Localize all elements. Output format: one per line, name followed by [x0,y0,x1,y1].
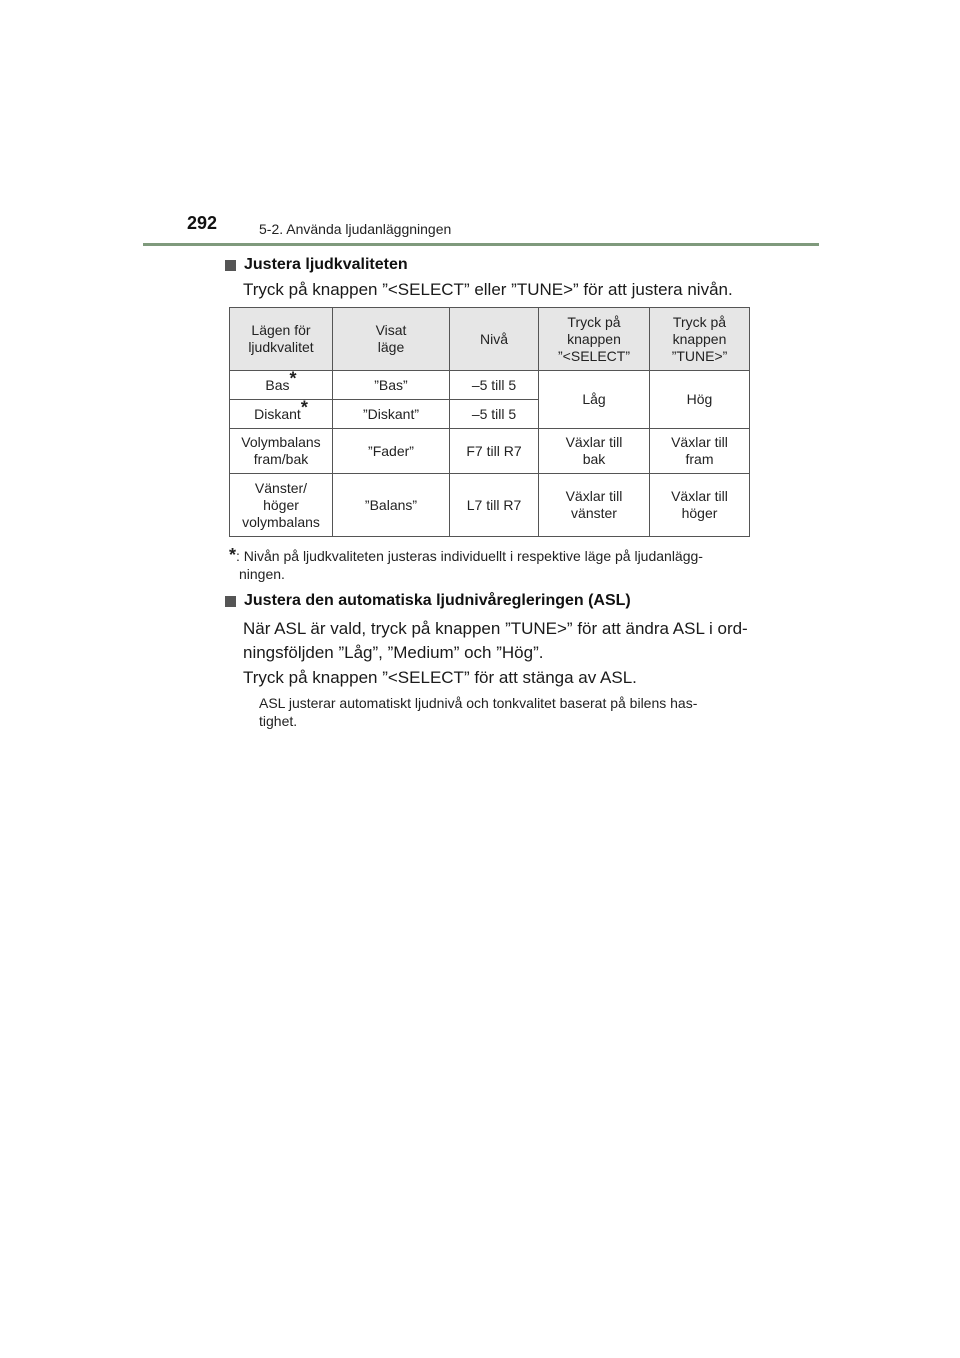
cell-level: F7 till R7 [450,429,539,474]
cell-shown: ”Fader” [333,429,450,474]
heading-sound-quality [225,256,408,274]
table-row [230,429,750,474]
cell-select: Växlar till vänster [539,474,650,537]
header-rule [143,243,819,246]
asl-off-paragraph: Tryck på knappen ”<SELECT” för att stänga av ASL. [243,668,637,687]
cell-mode: Bas* [230,371,333,400]
sound-quality-table [229,307,750,537]
table-header-row [230,308,750,371]
page-number: 292 [187,213,218,233]
section-header: 5-2. Använda ljudanläggningen [259,221,452,237]
asl-paragraph: När ASL är vald, tryck på knappen ”TUNE>” för att ändra ASL i ord- ningsföljden ”Låg”, ”Medium” och ”Hög”. [243,619,748,662]
cell-select-merged: Låg [539,371,650,429]
cell-mode: Volymbalans fram/bak [230,429,333,474]
footnote-star: * [300,396,308,417]
asl-note: ASL justerar automatiskt ljudnivå och tonkvalitet baserat på bilens has- tighet. [259,695,698,729]
header-select: Tryck på knappen ”<SELECT” [539,308,650,371]
footnote-star: * [229,545,237,565]
square-bullet-icon [225,260,236,271]
cell-mode: Vänster/ höger volymbalans [230,474,333,537]
cell-mode: Diskant* [230,400,333,429]
heading-text: Justera ljudkvaliteten [244,256,408,273]
cell-level: L7 till R7 [450,474,539,537]
cell-shown: ”Balans” [333,474,450,537]
cell-select: Växlar till bak [539,429,650,474]
heading-text: Justera den automatiska ljudnivåregleringen (ASL) [244,592,631,609]
header-tune: Tryck på knappen ”TUNE>” [650,308,750,371]
table-row [230,371,750,400]
cell-tune-merged: Hög [650,371,750,429]
cell-shown: ”Bas” [333,371,450,400]
cell-tune: Växlar till höger [650,474,750,537]
cell-level: –5 till 5 [450,400,539,429]
heading-asl [225,592,631,610]
footnote-star: * [289,367,297,388]
header-shown: Visat läge [333,308,450,371]
header-level: Nivå [450,308,539,371]
table-row [230,474,750,537]
square-bullet-icon [225,596,236,607]
header-mode: Lägen för ljudkvalitet [230,308,333,371]
cell-shown: ”Diskant” [333,400,450,429]
cell-tune: Växlar till fram [650,429,750,474]
intro-text: Tryck på knappen ”<SELECT” eller ”TUNE>” för att justera nivån. [243,280,733,299]
cell-level: –5 till 5 [450,371,539,400]
footnote: *: Nivån på ljudkvaliteten justeras individuellt i respektive läge på ljudanlägg- ningen. [229,545,703,582]
